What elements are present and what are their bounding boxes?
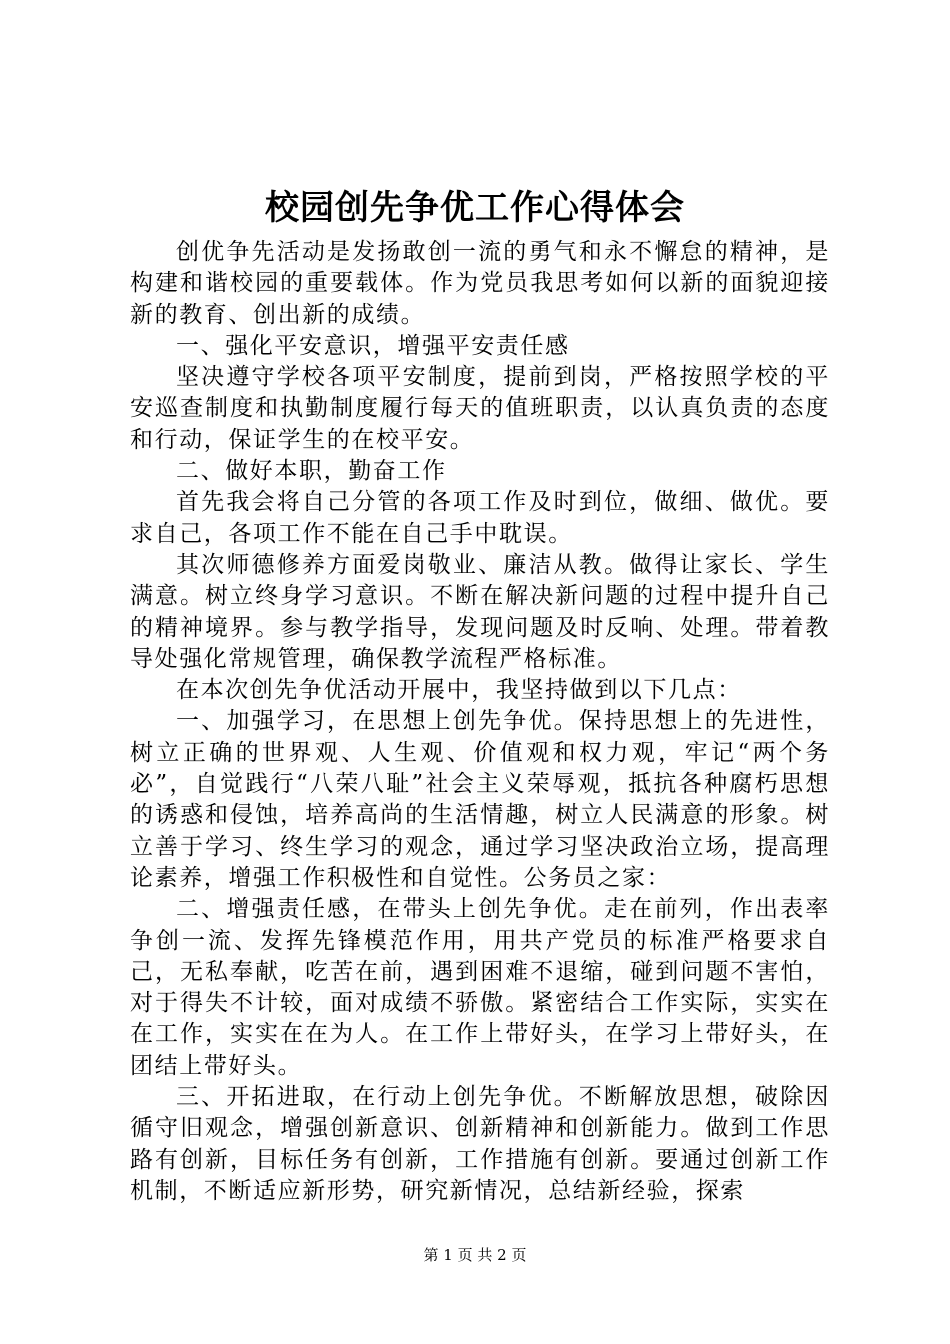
page-footer: 第 1 页 共 2 页 — [423, 1246, 527, 1264]
section-heading: 一、强化平安意识，增强平安责任感 — [176, 332, 570, 359]
section-heading: 二、做好本职，勤奋工作 — [176, 458, 447, 485]
paragraph: 创优争先活动是发扬敢创一流的勇气和永不懈怠的精神，是构建和谐校园的重要载体。作为党员我思考如何以新的面貌迎接新的教育、创出新的成绩。 — [130, 239, 830, 328]
paragraph: 一、加强学习，在思想上创先争优。保持思想上的先进性，树立正确的世界观、人生观、价值观和权力观，牢记“两个务必”，自觉践行“八荣八耻”社会主义荣辱观，抵抗各种腐朽思想的诱惑和侵蚀，培养高尚的生活情趣，树立人民满意的形象。树立善于学习、终生学习的观念，通过学习坚决政治立场，提高理论素养，增强工作积极性和自觉性。公务员之家： — [130, 708, 830, 891]
document-body — [130, 237, 830, 1207]
paragraph: 三、开拓进取，在行动上创先争优。不断解放思想，破除因循守旧观念，增强创新意识、创新精神和创新能力。做到工作思路有创新，目标任务有创新，工作措施有创新。要通过创新工作机制，不断适应新形势，研究新情况，总结新经验，探索 — [130, 1084, 830, 1204]
page-title: 校园创先争优工作心得体会 — [265, 188, 685, 228]
paragraph: 二、增强责任感，在带头上创先争优。走在前列，作出表率争创一流、发挥先锋模范作用，用共产党员的标准严格要求自己，无私奉献，吃苦在前，遇到困难不退缩，碰到问题不害怕，对于得失不计较，面对成绩不骄傲。紧密结合工作实际，实实在在工作，实实在在为人。在工作上带好头，在学习上带好头，在团结上带好头。 — [130, 896, 830, 1079]
paragraph: 在本次创先争优活动开展中，我坚持做到以下几点： — [176, 677, 742, 704]
paragraph: 坚决遵守学校各项平安制度，提前到岗，严格按照学校的平安巡查制度和执勤制度履行每天的值班职责，以认真负责的态度和行动，保证学生的在校平安。 — [130, 364, 830, 453]
paragraph: 首先我会将自己分管的各项工作及时到位，做细、做优。要求自己，各项工作不能在自己手中耽误。 — [130, 489, 830, 547]
paragraph: 其次师德修养方面爱岗敬业、廉洁从教。做得让家长、学生满意。树立终身学习意识。不断在解决新问题的过程中提升自己的精神境界。参与教学指导，发现问题及时反响、处理。带着教导处强化常规管理，确保教学流程严格标准。 — [130, 551, 830, 672]
